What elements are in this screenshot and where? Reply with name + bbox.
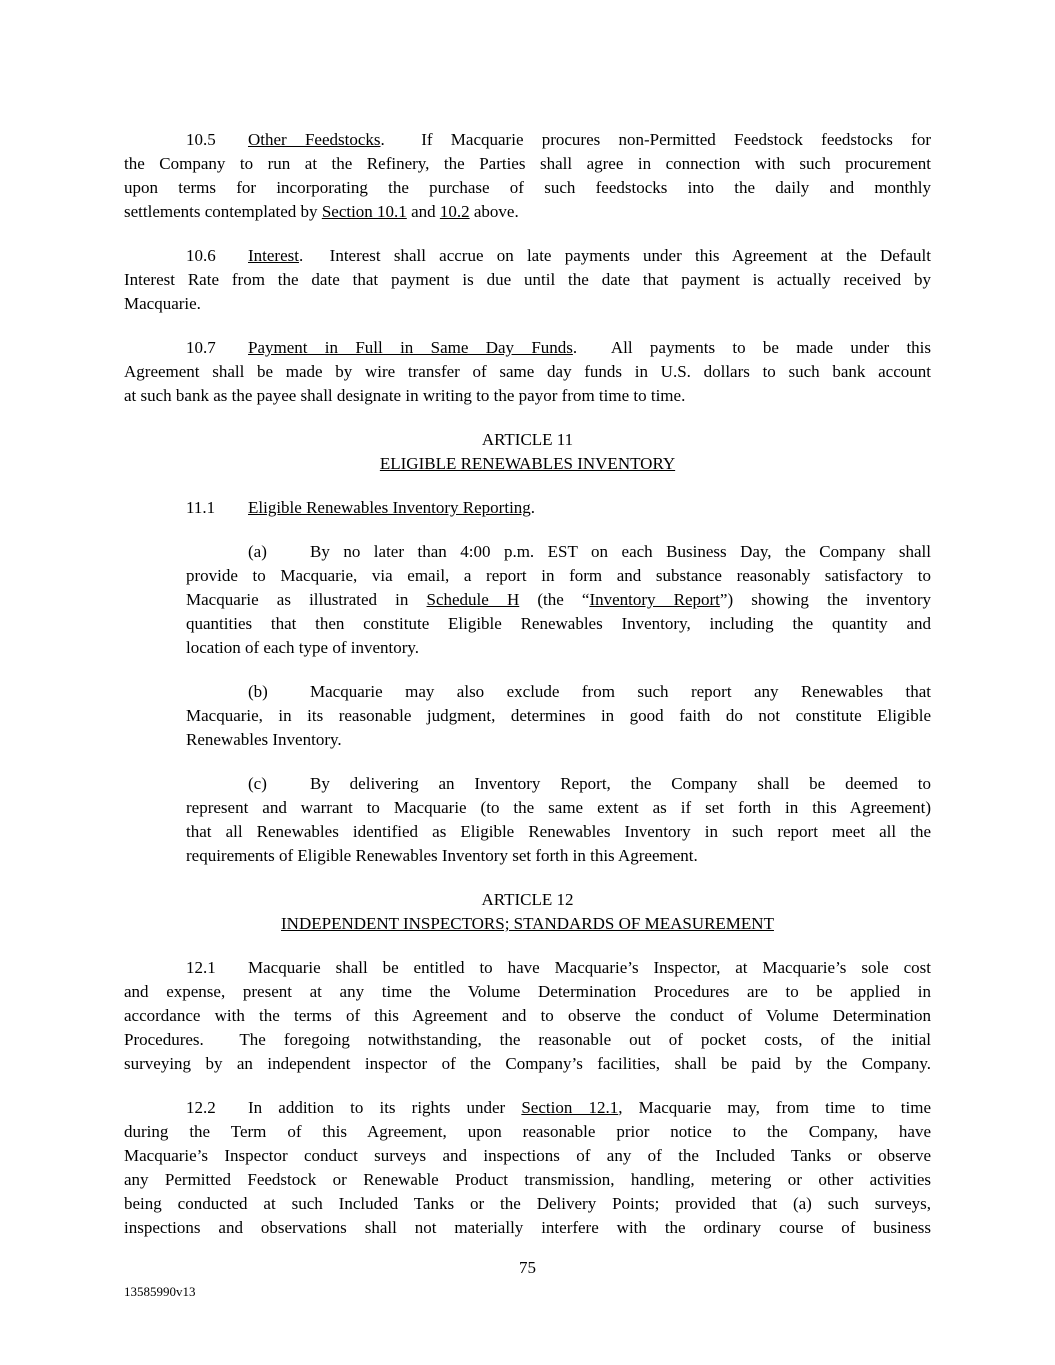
text-run: requirements of Eligible Renewables Inventory set forth in this Agreement.: [186, 846, 698, 865]
underlined-text: INDEPENDENT INSPECTORS; STANDARDS OF MEASUREMENT: [281, 914, 774, 933]
text-line: [124, 1168, 931, 1192]
text-line: [124, 360, 931, 384]
text-line: [124, 912, 931, 936]
text-line: [124, 244, 931, 268]
text-run: Macquarie, in its reasonable judgment, determines in good faith do not constitute Eligible: [186, 706, 931, 725]
text-line: [124, 384, 931, 408]
text-run: Macquarie shall be entitled to have Macquarie’s Inspector, at Macquarie’s sole cost: [248, 958, 931, 977]
text-line: [124, 888, 931, 912]
text-line: [124, 1028, 931, 1052]
text-run: ”) showing the inventory: [719, 590, 932, 609]
text-run: . All payments to be made under this: [572, 338, 932, 357]
underlined-text: Payment in Full in Same Day Funds: [248, 338, 573, 357]
text-line: [186, 612, 931, 636]
text-run: .: [530, 498, 536, 517]
text-run: surveying by an independent inspector of the Company’s facilities, shall be paid by the Company.: [124, 1054, 931, 1073]
text-run: during the Term of this Agreement, upon reasonable prior notice to the Company, have: [124, 1122, 931, 1141]
text-run: ARTICLE 11: [481, 430, 574, 449]
text-line: [124, 1096, 931, 1120]
text-run: at such bank as the payee shall designate in writing to the payor from time to time.: [124, 386, 686, 405]
text-line: [124, 1144, 931, 1168]
document-body: [124, 128, 931, 1240]
text-run: the Company to run at the Refinery, the Parties shall agree in connection with such procurement: [124, 154, 931, 173]
text-run: In addition to its rights under: [248, 1098, 522, 1117]
text-line: [124, 1052, 931, 1076]
text-run: Renewables Inventory.: [186, 730, 342, 749]
section-11-1-b: [186, 680, 931, 752]
text-run: inspections and observations shall not materially interfere with the ordinary course of business: [124, 1218, 931, 1237]
underlined-text: Other Feedstocks: [248, 130, 381, 149]
text-run: By delivering an Inventory Report, the Company shall be deemed to: [310, 774, 931, 793]
text-run: accordance with the terms of this Agreement and to observe the conduct of Volume Determination: [124, 1006, 931, 1025]
page-number: 75: [519, 1258, 536, 1277]
section-11-1-a: [186, 540, 931, 660]
text-line: [124, 428, 931, 452]
paragraph-number: 10.5: [186, 130, 216, 149]
text-line: [124, 1192, 931, 1216]
text-line: [124, 956, 931, 980]
section-11-1: [124, 496, 931, 520]
text-line: [124, 268, 931, 292]
paragraph-number: 11.1: [186, 498, 216, 517]
article-12-heading: [124, 888, 931, 936]
text-line: [186, 796, 931, 820]
text-line: [124, 336, 931, 360]
section-11-1-c: [186, 772, 931, 868]
paragraph-number: 12.2: [186, 1098, 216, 1117]
text-run: Macquarie.: [124, 294, 201, 313]
doc-id: 13585990v13: [124, 1284, 196, 1299]
text-line: [124, 152, 931, 176]
text-run: upon terms for incorporating the purchase of such feedstocks into the daily and monthly: [124, 178, 931, 197]
paragraph-number: 10.7: [186, 338, 216, 357]
text-line: [124, 128, 931, 152]
text-line: [124, 1120, 931, 1144]
text-run: Procedures. The foregoing notwithstanding, the reasonable out of pocket costs, of the initial: [124, 1030, 931, 1049]
text-run: above.: [469, 202, 519, 221]
text-line: [186, 820, 931, 844]
text-line: [186, 772, 931, 796]
text-line: [124, 496, 931, 520]
text-run: By no later than 4:00 p.m. EST on each Business Day, the Company shall: [310, 542, 931, 561]
text-run: location of each type of inventory.: [186, 638, 420, 657]
paragraph-number: 12.1: [186, 958, 216, 977]
paragraph-number: (c): [248, 774, 267, 793]
underlined-text: Eligible Renewables Inventory Reporting: [248, 498, 531, 517]
paragraph-number: (b): [248, 682, 268, 701]
text-line: [186, 588, 931, 612]
section-10-6: [124, 244, 931, 316]
paragraph-number: (a): [248, 542, 267, 561]
text-line: [186, 540, 931, 564]
text-line: [124, 1004, 931, 1028]
text-line: [124, 980, 931, 1004]
underlined-text: Schedule H: [426, 590, 520, 609]
text-line: [186, 680, 931, 704]
text-line: [186, 844, 931, 868]
text-run: . If Macquarie procures non-Permitted Feedstock feedstocks for: [380, 130, 931, 149]
text-run: . Interest shall accrue on late payments under this Agreement at the Default: [298, 246, 931, 265]
text-line: [124, 292, 931, 316]
text-run: Agreement shall be made by wire transfer of same day funds in U.S. dollars to such bank account: [124, 362, 931, 381]
text-run: and expense, present at any time the Volume Determination Procedures are to be applied in: [124, 982, 931, 1001]
section-10-7: [124, 336, 931, 408]
text-line: [186, 728, 931, 752]
text-run: Interest Rate from the date that payment is due until the date that payment is actually received by: [124, 270, 931, 289]
text-run: Macquarie may also exclude from such report any Renewables that: [310, 682, 931, 701]
text-run: Macquarie as illustrated in: [186, 590, 427, 609]
text-run: and: [406, 202, 440, 221]
text-run: Macquarie’s Inspector conduct surveys and inspections of any of the Included Tanks or observe: [124, 1146, 931, 1165]
underlined-text: Section 12.1: [521, 1098, 619, 1117]
text-run: provide to Macquarie, via email, a report in form and substance reasonably satisfactory to: [186, 566, 931, 585]
text-run: , Macquarie may, from time to time: [618, 1098, 932, 1117]
underlined-text: Interest: [248, 246, 299, 265]
text-line: [124, 200, 931, 224]
text-line: [124, 452, 931, 476]
section-10-5: [124, 128, 931, 224]
text-run: being conducted at such Included Tanks or the Delivery Points; provided that (a) such surveys,: [124, 1194, 931, 1213]
underlined-text: Section 10.1: [321, 202, 407, 221]
text-run: quantities that then constitute Eligible Renewables Inventory, including the quantity and: [186, 614, 931, 633]
text-line: [186, 704, 931, 728]
text-line: [124, 176, 931, 200]
text-run: any Permitted Feedstock or Renewable Product transmission, handling, metering or other activities: [124, 1170, 931, 1189]
text-run: represent and warrant to Macquarie (to the same extent as if set forth in this Agreement): [186, 798, 931, 817]
text-run: settlements contemplated by: [124, 202, 322, 221]
section-12-2: [124, 1096, 931, 1240]
text-run: that all Renewables identified as Eligible Renewables Inventory in such report meet all the: [186, 822, 931, 841]
text-line: [186, 564, 931, 588]
underlined-text: 10.2: [439, 202, 470, 221]
article-11-heading: [124, 428, 931, 476]
text-run: ARTICLE 12: [481, 890, 574, 909]
underlined-text: ELIGIBLE RENEWABLES INVENTORY: [379, 454, 676, 473]
underlined-text: Inventory Report: [589, 590, 720, 609]
paragraph-number: 10.6: [186, 246, 216, 265]
text-run: (the “: [519, 590, 590, 609]
text-line: [186, 636, 931, 660]
text-line: [124, 1216, 931, 1240]
section-12-1: [124, 956, 931, 1076]
